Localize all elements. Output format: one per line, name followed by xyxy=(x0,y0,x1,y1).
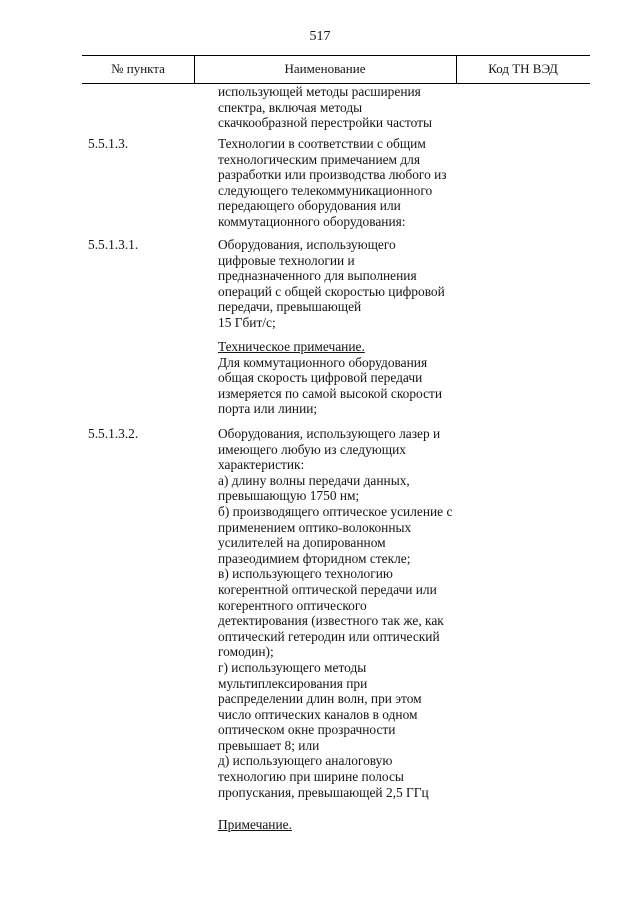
text-line: а) длину волны передачи данных, xyxy=(218,472,410,488)
final-note xyxy=(218,817,478,833)
header-code: Код ТН ВЭД xyxy=(488,61,558,76)
item-text xyxy=(218,426,478,800)
text-line: передающего оборудования или xyxy=(218,198,401,214)
text-line: распределении длин волн, при этом xyxy=(218,691,422,707)
text-line: в) использующего технологию xyxy=(218,566,393,582)
item-text xyxy=(218,237,478,331)
note-heading: Примечание. xyxy=(218,817,292,832)
text-line: оптическом окне прозрачности xyxy=(218,722,396,738)
table-header xyxy=(82,55,590,84)
text-line: превышающую 1750 нм; xyxy=(218,488,360,504)
text-line: передачи, превышающей xyxy=(218,299,362,315)
text-line: празеодимием фторидном стекле; xyxy=(218,550,411,566)
technical-note xyxy=(218,339,478,417)
text-line: превышает 8; или xyxy=(218,737,320,753)
text-line: коммутационного оборудования: xyxy=(218,213,406,229)
text-line: технологию при ширине полосы xyxy=(218,769,404,785)
text-line: пропускания, превышающей 2,5 ГГц xyxy=(218,784,429,800)
item-number: 5.5.1.3.1. xyxy=(88,237,139,252)
text-line: когерентной оптической передачи или xyxy=(218,581,437,597)
text-line: гомодин); xyxy=(218,644,274,660)
text-line: г) использующего методы xyxy=(218,659,367,675)
text-line: спектра, включая методы xyxy=(218,99,363,115)
text-line: цифровые технологии и xyxy=(218,252,355,268)
text-line: характеристик: xyxy=(218,457,305,473)
text-line: разработки или производства любого из xyxy=(218,167,447,183)
text-line: измеряется по самой высокой скорости xyxy=(218,385,443,401)
text-line: детектирования (известного так же, как xyxy=(218,613,444,629)
text-line: оптический гетеродин или оптический xyxy=(218,628,440,644)
text-line: д) использующего аналоговую xyxy=(218,753,393,769)
text-line: применением оптико-волоконных xyxy=(218,519,412,535)
text-line: число оптических каналов в одном xyxy=(218,706,418,722)
page-number: 517 xyxy=(309,29,331,44)
text-line: Оборудования, использующего лазер и xyxy=(218,426,441,441)
text-line: общая скорость цифровой передачи xyxy=(218,370,423,386)
header-name: Наименование xyxy=(284,61,366,76)
text-line: усилителей на допированном xyxy=(218,535,386,551)
text-line: Технологии в соответствии с общим xyxy=(218,136,426,151)
text-line: предназначенного для выполнения xyxy=(218,268,417,284)
continuation-text xyxy=(218,84,478,131)
item-number: 5.5.1.3. xyxy=(88,136,129,151)
text-line: когерентного оптического xyxy=(218,597,367,613)
text-line: операций с общей скоростью цифровой xyxy=(218,283,445,299)
text-line: Для коммутационного оборудования xyxy=(218,354,428,370)
text-line: Оборудования, использующего xyxy=(218,237,396,252)
text-line: технологическим примечанием для xyxy=(218,151,421,167)
text-line: имеющего любую из следующих xyxy=(218,441,406,457)
header-item-number: № пункта xyxy=(111,61,165,76)
text-line: мультиплексирования при xyxy=(218,675,368,691)
text-line: следующего телекоммуникационного xyxy=(218,182,433,198)
text-line: 15 Гбит/с; xyxy=(218,314,276,330)
technical-note-heading: Техническое примечание. xyxy=(218,339,365,354)
text-line: порта или линии; xyxy=(218,401,318,417)
item-number: 5.5.1.3.2. xyxy=(88,426,139,441)
text-line: скачкообразной перестройки частоты xyxy=(218,115,433,131)
text-line: использующей методы расширения xyxy=(218,84,421,99)
text-line: б) производящего оптическое усиление с xyxy=(218,503,453,519)
item-text xyxy=(218,136,478,230)
